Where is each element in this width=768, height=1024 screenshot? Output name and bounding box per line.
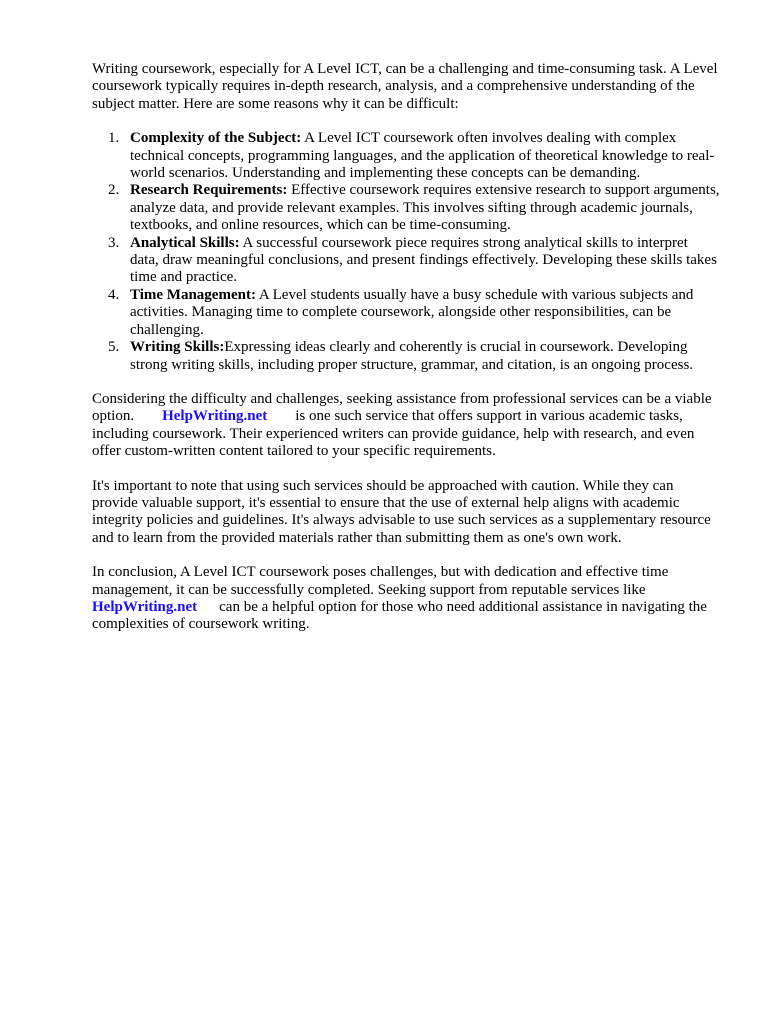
- conclusion-text-before: In conclusion, A Level ICT coursework poses challenges, but with dedication and effective time management, it can be successfully completed. Seeking support from reputable services like: [92, 564, 669, 598]
- list-number-text: 1.: [108, 130, 120, 147]
- list-number-text: 4.: [108, 286, 120, 303]
- list-item-title: Analytical Skills:: [130, 234, 240, 251]
- list-item: [92, 287, 720, 339]
- helpwriting-link-2[interactable]: HelpWriting.net: [92, 598, 198, 615]
- list-item-text: A Level ICT coursework often involves dealing with complex technical concepts, programming languages, and the application of theoretical knowledge to real-world scenarios. Understanding and implementing these concepts can be demanding.: [130, 130, 715, 182]
- list-item-title: Complexity of the Subject:: [130, 130, 302, 147]
- list-item-text: A Level students usually have a busy schedule with various subjects and activities. Managing time to complete coursework, alongside other responsibilities, can be challenging.: [130, 286, 694, 338]
- caution-paragraph: It's important to note that using such services should be approached with caution. While they can provide valuable support, it's essential to ensure that the use of external help aligns with academic integrity policies and guidelines. It's always advisable to use such services as a supplementary resource and to learn from the provided materials rather than submitting them as one's own work.: [92, 477, 711, 546]
- list-item-body: [130, 339, 720, 374]
- assistance-text-before: Considering the difficulty and challenges, seeking assistance from professional services can be a viable option.: [92, 390, 712, 425]
- list-item-body: [130, 182, 720, 234]
- list-item-body: [130, 287, 720, 339]
- list-number: [92, 130, 130, 182]
- list-item-title: Research Requirements:: [130, 182, 288, 199]
- list-item-body: [130, 130, 720, 182]
- list-number: [92, 339, 130, 374]
- intro-paragraph: Writing coursework, especially for A Level ICT, can be a challenging and time-consuming task. A Level coursework typically requires in-depth research, analysis, and a comprehensive understanding of the subject matter. Here are some reasons why it can be difficult:: [92, 61, 718, 112]
- list-number-text: 2.: [108, 182, 120, 199]
- list-number-text: 3.: [108, 234, 120, 251]
- list-item-body: [130, 235, 720, 287]
- helpwriting-link[interactable]: HelpWriting.net: [162, 408, 268, 425]
- assistance-paragraph: [92, 391, 720, 461]
- list-item: [92, 235, 720, 287]
- list-item: [92, 182, 720, 234]
- list-item-text: Expressing ideas clearly and coherently is crucial in coursework. Developing strong writing skills, including proper structure, grammar, and citation, is an ongoing process.: [130, 339, 694, 373]
- list-item-text: A successful coursework piece requires strong analytical skills to interpret data, draw meaningful conclusions, and present findings effectively. Developing these skills takes time and practice.: [130, 234, 717, 286]
- list-number-text: 5.: [108, 339, 120, 356]
- list-item-title: Time Management:: [130, 286, 256, 303]
- conclusion-paragraph: [92, 564, 720, 634]
- list-item-text: Effective coursework requires extensive research to support arguments, analyze data, and provide relevant examples. This involves sifting through academic journals, textbooks, and online resources, which can be time-consuming.: [130, 182, 720, 234]
- list-item: [92, 339, 720, 374]
- list-number: [92, 235, 130, 287]
- list-item-title: Writing Skills:: [130, 339, 225, 356]
- list-number: [92, 287, 130, 339]
- assistance-text-after: is one such service that offers support in various academic tasks, including coursework. Their experienced writers can provide guidance, help with research, and even offer custom-written content tailored to your specific requirements.: [92, 408, 695, 460]
- list-item: [92, 130, 720, 182]
- list-number: [92, 182, 130, 234]
- conclusion-text-after: can be a helpful option for those who need additional assistance in navigating the complexities of coursework writing.: [92, 598, 707, 633]
- reasons-list: [92, 130, 720, 374]
